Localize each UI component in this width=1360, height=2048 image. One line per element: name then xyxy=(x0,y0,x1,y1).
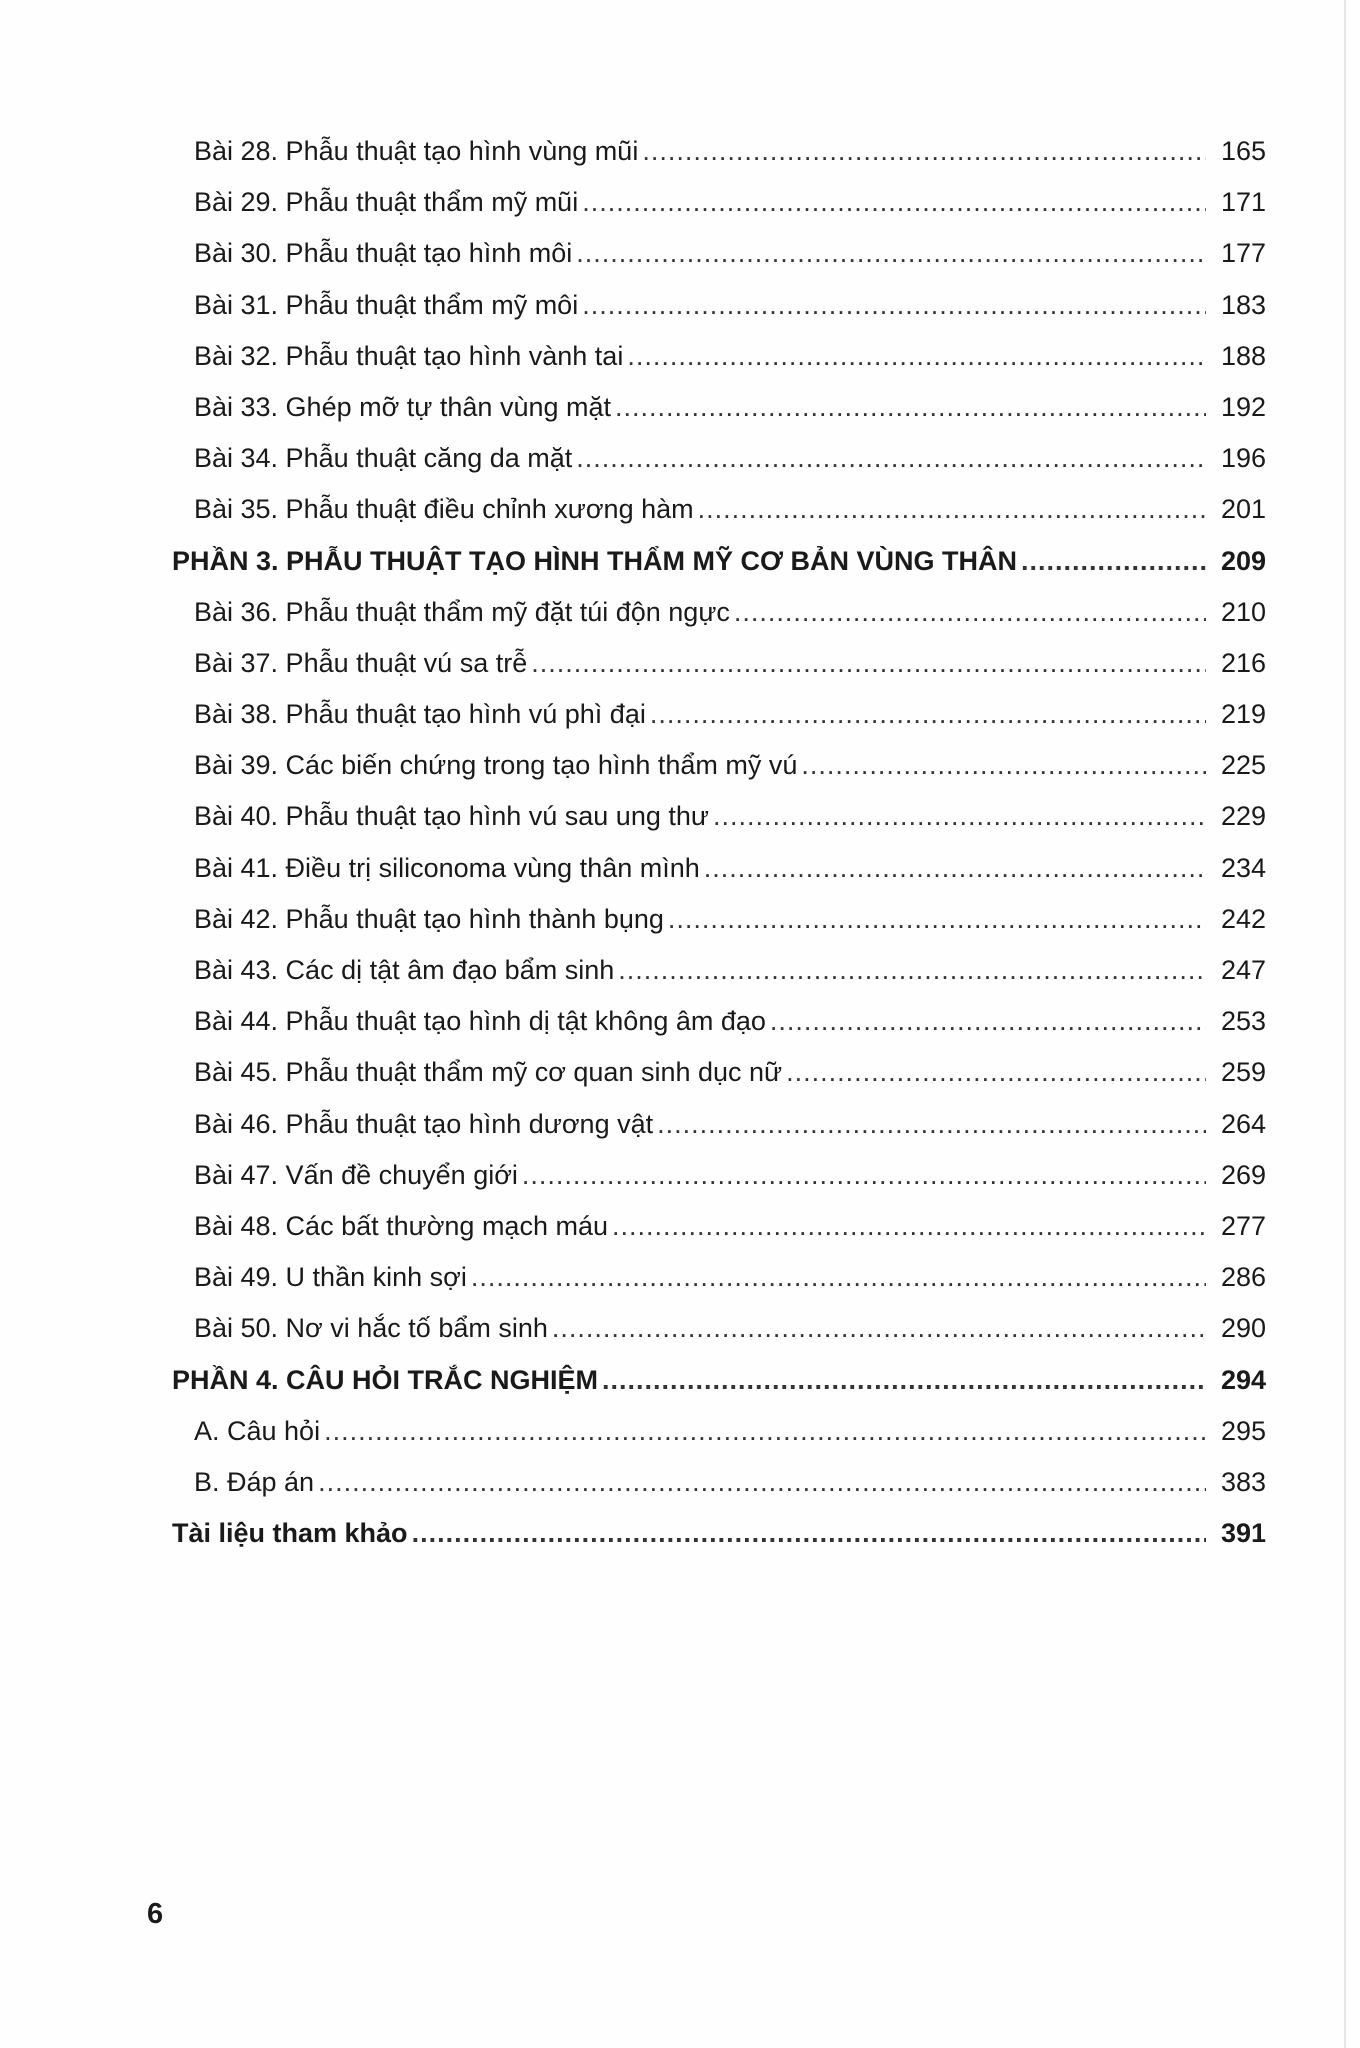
dot-leader xyxy=(615,382,1206,433)
toc-entry-page: 183 xyxy=(1220,289,1266,320)
toc-entry-title: PHẦN 3. PHẪU THUẬT TẠO HÌNH THẨM MỸ CƠ BẢN VÙNG THÂN xyxy=(172,545,1018,576)
dot-leader xyxy=(552,1303,1206,1354)
toc-entry-title: Bài 35. Phẫu thuật điều chỉnh xương hàm xyxy=(194,494,694,525)
dot-leader xyxy=(576,433,1206,484)
toc-entry-bai-43 xyxy=(172,945,1266,996)
page-number: 6 xyxy=(147,1898,164,1930)
toc-entry-page: 210 xyxy=(1220,596,1266,627)
toc-entry-page: 219 xyxy=(1220,699,1266,730)
toc-entry-bai-36 xyxy=(172,587,1266,638)
dot-leader xyxy=(642,126,1206,177)
toc-entry-bai-31 xyxy=(172,280,1266,331)
dot-leader xyxy=(734,587,1206,638)
toc-entry-page: 171 xyxy=(1220,187,1266,218)
toc-entry-page: 216 xyxy=(1220,647,1266,678)
dot-leader xyxy=(650,689,1206,740)
dot-leader xyxy=(602,1355,1206,1406)
dot-leader xyxy=(770,996,1206,1047)
dot-leader xyxy=(657,1099,1206,1150)
toc-entry-page: 177 xyxy=(1220,238,1266,269)
dot-leader xyxy=(698,484,1206,535)
toc-entry-title: A. Câu hỏi xyxy=(194,1415,321,1446)
toc-entry-page: 188 xyxy=(1220,340,1266,371)
dot-leader xyxy=(627,331,1206,382)
toc-entry-title: Bài 34. Phẫu thuật căng da mặt xyxy=(194,443,573,474)
toc-entry-page: 286 xyxy=(1220,1262,1266,1293)
dot-leader xyxy=(324,1406,1206,1457)
dot-leader xyxy=(582,280,1206,331)
toc-entry-title: Bài 48. Các bất thường mạch máu xyxy=(194,1210,608,1241)
toc-entry-title: Bài 46. Phẫu thuật tạo hình dương vật xyxy=(194,1108,654,1139)
toc-entry-page: 259 xyxy=(1220,1057,1266,1088)
toc-entry-bai-47 xyxy=(172,1150,1266,1201)
toc-entry-bai-32 xyxy=(172,331,1266,382)
toc-entry-page: 192 xyxy=(1220,391,1266,422)
dot-leader xyxy=(1021,536,1206,587)
toc-entry-bai-39 xyxy=(172,740,1266,791)
toc-entry-page: 201 xyxy=(1220,494,1266,525)
dot-leader xyxy=(618,945,1206,996)
dot-leader xyxy=(668,894,1206,945)
dot-leader xyxy=(582,177,1206,228)
dot-leader xyxy=(318,1457,1206,1508)
toc-entry-title: Bài 45. Phẫu thuật thẩm mỹ cơ quan sinh dục nữ xyxy=(194,1057,783,1088)
toc-entry-title: Bài 28. Phẫu thuật tạo hình vùng mũi xyxy=(194,136,639,166)
toc-entry-page: 269 xyxy=(1220,1159,1266,1190)
dot-leader xyxy=(531,638,1206,689)
toc-entry-page: 383 xyxy=(1220,1466,1266,1497)
toc-entry-answers xyxy=(172,1457,1266,1508)
page-edge-shadow xyxy=(1344,0,1346,2048)
toc-entry-bai-41 xyxy=(172,843,1266,894)
toc-entry-title: Bài 38. Phẫu thuật tạo hình vú phì đại xyxy=(194,699,646,730)
toc-entry-title: Bài 30. Phẫu thuật tạo hình môi xyxy=(194,238,573,269)
toc-entry-page: 225 xyxy=(1220,750,1266,781)
toc-entry-page: 391 xyxy=(1220,1518,1266,1549)
dot-leader xyxy=(412,1508,1206,1559)
dot-leader xyxy=(612,1201,1206,1252)
toc-entry-page: 295 xyxy=(1220,1415,1266,1446)
toc-entry-title: Bài 42. Phẫu thuật tạo hình thành bụng xyxy=(194,903,664,934)
toc-part-3-heading xyxy=(172,536,1266,587)
toc-entry-bai-29 xyxy=(172,177,1266,228)
toc-entry-page: 165 xyxy=(1220,136,1266,166)
toc-entry-page: 277 xyxy=(1220,1210,1266,1241)
toc-entry-references xyxy=(172,1508,1266,1559)
toc-entry-bai-46 xyxy=(172,1099,1266,1150)
toc-entry-title: Bài 32. Phẫu thuật tạo hình vành tai xyxy=(194,340,624,371)
toc-entry-title: Bài 47. Vấn đề chuyển giới xyxy=(194,1159,518,1190)
toc-entry-title: Bài 37. Phẫu thuật vú sa trễ xyxy=(194,647,528,678)
toc-entry-page: 294 xyxy=(1220,1364,1266,1395)
toc-entry-title: Bài 44. Phẫu thuật tạo hình dị tật không âm đạo xyxy=(194,1006,766,1037)
toc-entry-bai-34 xyxy=(172,433,1266,484)
toc-entry-page: 209 xyxy=(1220,545,1266,576)
toc-entry-bai-44 xyxy=(172,996,1266,1047)
toc-entry-questions xyxy=(172,1406,1266,1457)
toc-entry-title: Bài 36. Phẫu thuật thẩm mỹ đặt túi độn ngực xyxy=(194,596,730,627)
toc-entry-title: Bài 50. Nơ vi hắc tố bẩm sinh xyxy=(194,1313,548,1344)
toc-entry-page: 229 xyxy=(1220,801,1266,832)
toc-entry-title: Bài 39. Các biến chứng trong tạo hình thẩm mỹ vú xyxy=(194,750,798,781)
toc-entry-title: Bài 33. Ghép mỡ tự thân vùng mặt xyxy=(194,391,611,422)
toc-entry-title: Bài 29. Phẫu thuật thẩm mỹ mũi xyxy=(194,187,579,218)
toc-entry-title: Bài 49. U thần kinh sợi xyxy=(194,1262,467,1293)
dot-leader xyxy=(576,228,1206,279)
toc-entry-title: Bài 40. Phẫu thuật tạo hình vú sau ung thư xyxy=(194,801,709,832)
dot-leader xyxy=(786,1047,1206,1098)
toc-entry-bai-33 xyxy=(172,382,1266,433)
toc-entry-bai-48 xyxy=(172,1201,1266,1252)
toc-entry-page: 234 xyxy=(1220,852,1266,883)
dot-leader xyxy=(704,843,1206,894)
toc-entry-page: 196 xyxy=(1220,443,1266,474)
toc-entry-page: 242 xyxy=(1220,903,1266,934)
dot-leader xyxy=(801,740,1206,791)
toc-entry-bai-37 xyxy=(172,638,1266,689)
toc-entry-bai-45 xyxy=(172,1047,1266,1098)
toc-entry-bai-42 xyxy=(172,894,1266,945)
dot-leader xyxy=(522,1150,1206,1201)
toc-entry-page: 290 xyxy=(1220,1313,1266,1344)
toc-entry-bai-38 xyxy=(172,689,1266,740)
toc-entry-title: Bài 31. Phẫu thuật thẩm mỹ môi xyxy=(194,289,579,320)
dot-leader xyxy=(471,1252,1206,1303)
toc-entry-bai-35 xyxy=(172,484,1266,535)
toc-entry-page: 264 xyxy=(1220,1108,1266,1139)
toc-entry-title: Tài liệu tham khảo xyxy=(172,1518,408,1549)
toc-entry-bai-30 xyxy=(172,228,1266,279)
toc-part-4-heading xyxy=(172,1355,1266,1406)
dot-leader xyxy=(713,791,1206,842)
toc-entry-bai-40 xyxy=(172,791,1266,842)
toc-entry-bai-49 xyxy=(172,1252,1266,1303)
toc-entry-bai-28 xyxy=(172,126,1266,177)
table-of-contents xyxy=(172,126,1266,1559)
toc-entry-title: PHẦN 4. CÂU HỎI TRẮC NGHIỆM xyxy=(172,1364,599,1395)
toc-entry-page: 253 xyxy=(1220,1006,1266,1037)
toc-entry-title: Bài 41. Điều trị siliconoma vùng thân mình xyxy=(194,852,700,883)
toc-entry-bai-50 xyxy=(172,1303,1266,1354)
toc-entry-title: Bài 43. Các dị tật âm đạo bẩm sinh xyxy=(194,955,615,985)
toc-entry-title: B. Đáp án xyxy=(194,1466,315,1497)
toc-entry-page: 247 xyxy=(1220,955,1266,985)
